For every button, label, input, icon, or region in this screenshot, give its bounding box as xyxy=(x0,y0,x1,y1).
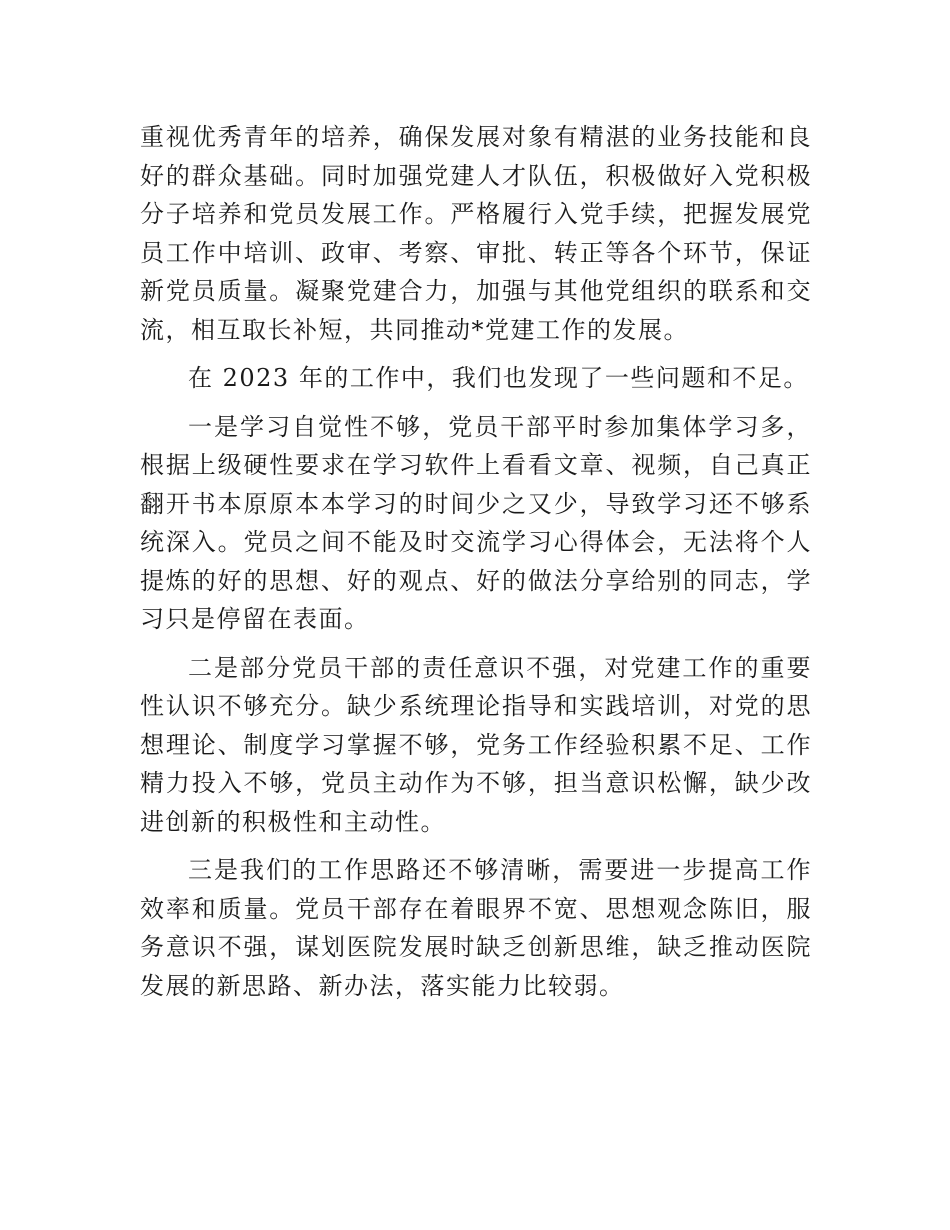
paragraph-issue-three: 三是我们的工作思路还不够清晰，需要进一步提高工作效率和质量。党员干部存在着眼界不宽、思想观念陈旧，服务意识不强，谋划医院发展时缺乏创新思维，缺乏推动医院发展的新思路、新办法，落实能力比较弱。 xyxy=(140,856,812,1000)
document-body xyxy=(140,118,812,1005)
paragraph-issue-one: 一是学习自觉性不够，党员干部平时参加集体学习多，根据上级硬性要求在学习软件上看看文章、视频，自己真正翻开书本原原本本学习的时间少之又少，导致学习还不够系统深入。党员之间不能及时交流学习心得体会，无法将个人提炼的好的思想、好的观点、好的做法分享给别的同志，学习只是停留在表面。 xyxy=(140,412,812,633)
paragraph-issue-two: 二是部分党员干部的责任意识不强，对党建工作的重要性认识不够充分。缺少系统理论指导和实践培训，对党的思想理论、制度学习掌握不够，党务工作经验积累不足、工作精力投入不够，党员主动作为不够，担当意识松懈，缺少改进创新的积极性和主动性。 xyxy=(140,653,812,836)
paragraph-issues-intro: 在 2023 年的工作中，我们也发现了一些问题和不足。 xyxy=(188,364,809,392)
paragraph-continuation: 重视优秀青年的培养，确保发展对象有精湛的业务技能和良好的群众基础。同时加强党建人才队伍，积极做好入党积极分子培养和党员发展工作。严格履行入党手续，把握发展党员工作中培训、政审、考察、审批、转正等各个环节，保证新党员质量。凝聚党建合力，加强与其他党组织的联系和交流，相互取长补短，共同推动*党建工作的发展。 xyxy=(140,123,812,344)
